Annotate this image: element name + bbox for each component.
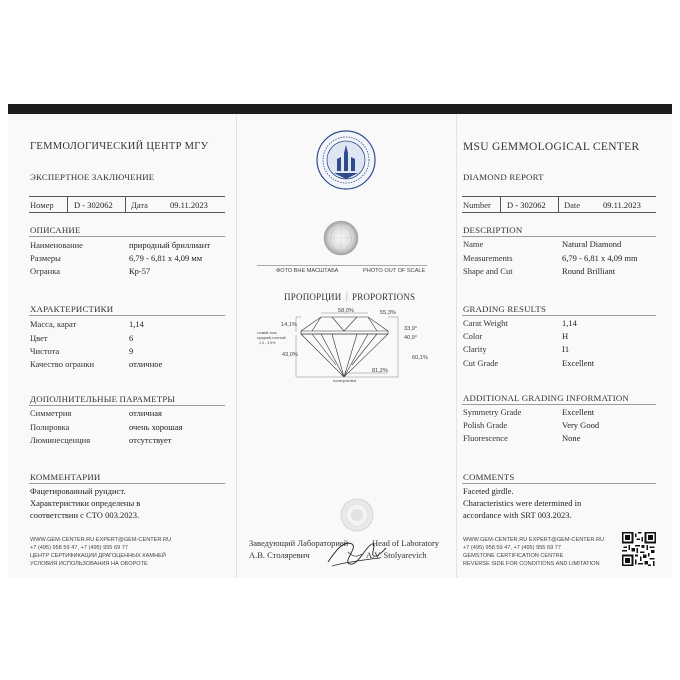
left-comment-2: соответствии с СТО 003.2023. — [30, 510, 140, 520]
left-add-label-1: Полировка — [30, 422, 70, 432]
girdle-note-3: 1,0 - 3,9% — [259, 341, 276, 345]
right-add-label-0: Symmetry Grade — [463, 407, 522, 417]
right-grade-label-1: Color — [463, 331, 483, 341]
right-number-sep-1 — [500, 196, 501, 212]
right-desc-label-0: Name — [463, 239, 484, 249]
right-comment-0: Faceted girdle. — [463, 486, 514, 496]
left-desc-value-1: 6,79 - 6,81 x 4,09 мм — [129, 253, 203, 263]
right-footer-2: GEMSTONE CERTIFICATION CENTRE — [463, 553, 564, 559]
right-number-label: Number — [463, 200, 491, 210]
left-number-value: D - 302062 — [74, 200, 113, 210]
pavilion-angle: 40,9° — [404, 335, 418, 341]
right-number-row-bottom — [462, 212, 656, 213]
left-description-title: ОПИСАНИЕ — [30, 225, 81, 235]
left-description-rule — [29, 236, 225, 237]
photo-caption-ru: ФОТО ВНЕ МАСШТАБА — [276, 268, 339, 274]
culet-note: none/pointed — [333, 378, 357, 383]
right-add-value-0: Excellent — [562, 407, 595, 417]
proportions-divider: | — [346, 291, 349, 301]
table-percent: 58,0% — [338, 308, 354, 314]
left-number-row-bottom — [29, 212, 225, 213]
left-number-sep-2 — [125, 196, 126, 212]
left-grade-value-3: отличное — [129, 359, 163, 369]
left-comment-0: Фацетированный рундист. — [30, 486, 126, 496]
signature-icon — [322, 532, 388, 572]
right-desc-label-1: Measurements — [463, 253, 513, 263]
left-desc-value-0: природный бриллиант — [129, 240, 211, 250]
proportions-title-ru: ПРОПОРЦИИ — [284, 292, 342, 302]
right-subtitle: DIAMOND REPORT — [463, 172, 544, 182]
left-footer-3: УСЛОВИЯ ИСПОЛЬЗОВАНИЯ НА ОБОРОТЕ — [30, 561, 148, 567]
diamond-photo-icon — [322, 219, 360, 257]
left-add-label-2: Люминесценция — [30, 435, 91, 445]
right-title: MSU GEMMOLOGICAL CENTER — [463, 141, 640, 153]
fold-line-right — [456, 114, 457, 578]
right-number-value: D - 302062 — [507, 200, 546, 210]
left-footer-2: ЦЕНТР СЕРТИФИКАЦИИ ДРАГОЦЕННЫХ КАМНЕЙ — [30, 553, 166, 559]
crown-angle: 33,9° — [404, 326, 418, 332]
proportions-title-en: PROPORTIONS — [352, 292, 416, 302]
right-add-value-2: None — [562, 433, 581, 443]
right-grade-value-3: Excellent — [562, 358, 595, 368]
left-desc-label-2: Огранка — [30, 266, 60, 276]
right-number-row-top — [462, 196, 656, 197]
total-depth: 60,1% — [412, 355, 428, 361]
left-comments-rule — [29, 483, 225, 484]
star-percent: 55,3% — [380, 310, 396, 316]
left-add-label-0: Симметрия — [30, 408, 72, 418]
left-desc-value-2: Кр-57 — [129, 266, 151, 276]
right-grade-value-1: H — [562, 331, 569, 341]
left-footer-1: +7 (495) 958 59 47, +7 (495) 955 69 77 — [30, 545, 128, 551]
right-add-label-2: Fluorescence — [463, 433, 508, 443]
left-add-value-1: очень хорошая — [129, 422, 183, 432]
right-desc-label-2: Shape and Cut — [463, 266, 513, 276]
right-additional-title: ADDITIONAL GRADING INFORMATION — [463, 393, 629, 403]
left-grade-label-1: Цвет — [30, 333, 48, 343]
signer-title-ru: Заведующий Лабораторией — [249, 538, 349, 548]
left-number-sep-1 — [67, 196, 68, 212]
right-grade-value-0: 1,14 — [562, 318, 577, 328]
lower-half: 81,2% — [372, 368, 388, 374]
left-subtitle: ЭКСПЕРТНОЕ ЗАКЛЮЧЕНИЕ — [30, 172, 155, 182]
girdle-note-2: средний-толстый — [257, 336, 286, 340]
right-comments-title: COMMENTS — [463, 472, 515, 482]
right-description-rule — [462, 236, 656, 237]
right-date-value: 09.11.2023 — [603, 200, 641, 210]
right-number-sep-2 — [558, 196, 559, 212]
right-footer-1: +7 (495) 958 59 47, +7 (495) 955 69 77 — [463, 545, 561, 551]
right-comment-2: accordance with SRT 003.2023. — [463, 510, 572, 520]
left-comments-title: КОММЕНТАРИИ — [30, 472, 101, 482]
right-add-value-1: Very Good — [562, 420, 600, 430]
left-grade-label-0: Масса, карат — [30, 319, 77, 329]
signer-name-ru: А.В. Столяревич — [249, 550, 310, 560]
left-add-value-2: отсутствует — [129, 435, 172, 445]
left-grading-title: ХАРАКТЕРИСТИКИ — [30, 304, 114, 314]
left-grade-label-3: Качество огранки — [30, 359, 95, 369]
right-desc-value-0: Natural Diamond — [562, 239, 622, 249]
fold-line-left — [236, 114, 237, 578]
left-date-label: Дата — [131, 200, 148, 210]
right-additional-rule — [462, 404, 656, 405]
hologram-seal-icon — [340, 498, 374, 532]
left-grading-rule — [29, 315, 225, 316]
left-add-value-0: отличная — [129, 408, 162, 418]
left-number-label: Номер — [30, 200, 54, 210]
university-seal-icon — [315, 129, 377, 191]
right-grading-rule — [462, 315, 656, 316]
crown-height: 14,1% — [281, 322, 297, 328]
left-grade-value-0: 1,14 — [129, 319, 144, 329]
qr-code-icon[interactable] — [622, 532, 656, 566]
right-footer-3: REVERSE SIDE FOR CONDITIONS AND LIMITATION — [463, 561, 600, 567]
right-comment-1: Characteristics were determined in — [463, 498, 582, 508]
left-date-value: 09.11.2023 — [170, 200, 208, 210]
right-comments-rule — [462, 483, 656, 484]
left-grade-value-2: 9 — [129, 346, 134, 356]
left-desc-label-0: Наименование — [30, 240, 83, 250]
right-date-label: Date — [564, 200, 581, 210]
right-desc-value-2: Round Brilliant — [562, 266, 616, 276]
left-grade-label-2: Чистота — [30, 346, 60, 356]
right-grade-label-2: Clarity — [463, 344, 487, 354]
left-additional-title: ДОПОЛНИТЕЛЬНЫЕ ПАРАМЕТРЫ — [30, 394, 176, 404]
left-comment-1: Характеристики определены в — [30, 498, 141, 508]
pavilion-depth: 43,0% — [282, 352, 298, 358]
left-grade-value-1: 6 — [129, 333, 134, 343]
photo-caption-rule — [257, 265, 427, 266]
photo-caption-en: PHOTO OUT OF SCALE — [363, 268, 426, 274]
right-desc-value-1: 6,79 - 6,81 x 4,09 mm — [562, 253, 638, 263]
left-desc-label-1: Размеры — [30, 253, 61, 263]
signer-title-en: Head of Laboratory — [372, 538, 440, 548]
right-grading-title: GRADING RESULTS — [463, 304, 547, 314]
right-grade-label-0: Carat Weight — [463, 318, 508, 328]
right-grade-value-2: I1 — [562, 344, 570, 354]
left-title: ГЕММОЛОГИЧЕСКИЙ ЦЕНТР МГУ — [30, 141, 209, 152]
left-number-row-top — [29, 196, 225, 197]
left-additional-rule — [29, 405, 225, 406]
left-footer-0: WWW.GEM-CENTER.RU EXPERT@GEM-CENTER.RU — [30, 537, 172, 543]
right-add-label-1: Polish Grade — [463, 420, 508, 430]
proportions-diagram — [252, 305, 442, 385]
girdle-note-1: тонкий-тонк — [257, 331, 277, 335]
right-grade-label-3: Cut Grade — [463, 358, 499, 368]
right-footer-0: WWW.GEM-CENTER.RU EXPERT@GEM-CENTER.RU — [463, 537, 605, 543]
signer-name-en: A.V. Stolyarevich — [366, 550, 427, 560]
right-description-title: DESCRIPTION — [463, 225, 523, 235]
